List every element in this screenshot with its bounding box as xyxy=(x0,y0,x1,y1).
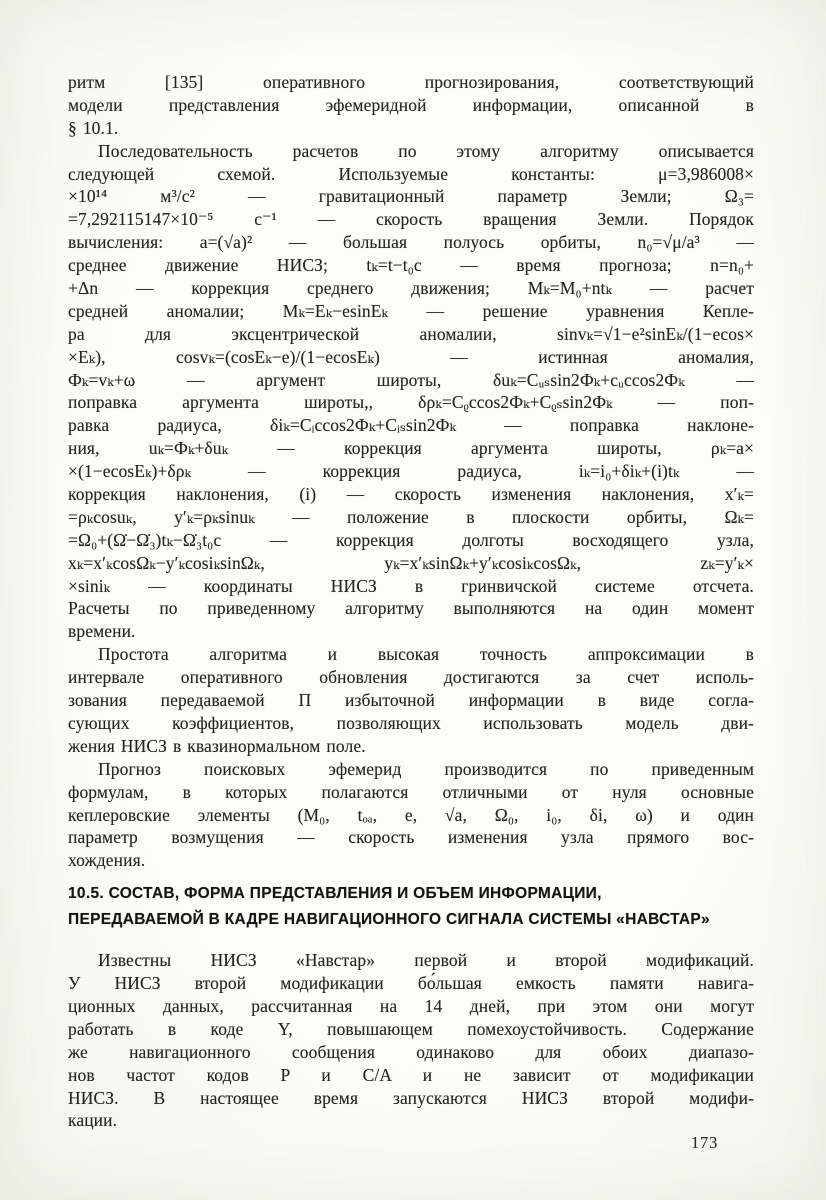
text-line: зования передаваемой П избыточной информации в виде согла- xyxy=(68,690,754,711)
text-line: +Δn — коррекция среднего движения; Mₖ=M₀+ntₖ — расчет xyxy=(68,278,754,299)
text-line: кации. xyxy=(68,1110,118,1131)
text-line: ния, uₖ=Фₖ+δuₖ — коррекция аргумента широты, ρₖ=a× xyxy=(68,438,754,459)
text-line: сующих коэффициентов, позволяющих использовать модель дви- xyxy=(68,712,754,733)
heading-line: 10.5. СОСТАВ, ФОРМА ПРЕДСТАВЛЕНИЯ И ОБЪЕМ ИНФОРМАЦИИ, xyxy=(68,885,602,903)
page-number: 173 xyxy=(691,1133,719,1152)
paragraph xyxy=(68,140,754,644)
text-line: ×siniₖ — координаты НИСЗ в гринвичской системе отсчета. xyxy=(68,575,754,596)
text-line: § 10.1. xyxy=(68,117,119,138)
text-line: модели представления эфемеридной информации, описанной в xyxy=(68,94,754,115)
paragraph xyxy=(68,949,754,1132)
text-line: поправка аргумента широты,, δρₖ=Cᵨccos2Фₖ+Cᵨₛsin2Фₖ — поп- xyxy=(68,392,754,413)
text-line: Известны НИСЗ «Навстар» первой и второй модификаций. xyxy=(98,950,754,971)
text-line: параметр возмущения — скорость изменения узла прямого вос- xyxy=(68,827,754,848)
text-line: интервале оперативного обновления достигаются за счет исполь- xyxy=(68,667,754,688)
text-line: среднее движение НИСЗ; tₖ=t−t₀c — время прогноза; n=n₀+ xyxy=(68,255,754,276)
text-line: ционных данных, рассчитанная на 14 дней, при этом они могут xyxy=(68,995,754,1016)
section-heading xyxy=(68,881,754,932)
text-line: хождения. xyxy=(68,850,146,871)
text-line: жения НИСЗ в квазинормальном поле. xyxy=(68,735,366,756)
paragraph xyxy=(68,643,754,757)
text-line: НИСЗ. В настоящее время запускаются НИСЗ второй модифи- xyxy=(68,1087,754,1108)
text-line: =7,292115147×10⁻⁵ с⁻¹ — скорость вращения Земли. Порядок xyxy=(68,209,754,230)
text-column xyxy=(68,71,754,1132)
text-line: =ρₖcosuₖ, y′ₖ=ρₖsinuₖ — положение в плоскости орбиты, Ωₖ= xyxy=(68,506,754,527)
text-line: работать в коде Y, повышающем помехоустойчивость. Содержание xyxy=(68,1018,754,1039)
text-line: коррекция наклонения, (i) — скорость изменения наклонения, x′ₖ= xyxy=(68,484,754,505)
text-line: же навигационного сообщения одинаково для обоих диапазо- xyxy=(68,1041,754,1062)
scan-artifact xyxy=(740,286,744,291)
text-line: Расчеты по приведенному алгоритму выполняются на один момент xyxy=(68,598,754,619)
text-line: средней аномалии; Mₖ=Eₖ−esinEₖ — решение уравнения Кепле- xyxy=(68,300,754,321)
paragraph xyxy=(68,758,754,872)
text-line: Последовательность расчетов по этому алгоритму описывается xyxy=(98,140,754,161)
text-line: ×10¹⁴ м³/с² — гравитационный параметр Земли; Ω₃= xyxy=(68,186,754,207)
text-line: времени. xyxy=(68,621,136,642)
text-line: кеплеровские элементы (M₀, tₒₐ, e, √a, Ω₀, i₀, δi, ω) и один xyxy=(68,804,754,825)
text-line: ×Eₖ), cosvₖ=(cosEₖ−e)/(1−ecosEₖ) — истинная аномалия, xyxy=(68,346,754,367)
text-line: вычисления: a=(√a)² — большая полуось орбиты, n₀=√μ/a³ — xyxy=(68,232,754,253)
text-line: xₖ=x′ₖcosΩₖ−y′ₖcosiₖsinΩₖ, yₖ=x′ₖsinΩₖ+y′ₖcosiₖcosΩₖ, zₖ=y′ₖ× xyxy=(68,552,754,573)
text-line: Фₖ=vₖ+ω — аргумент широты, δuₖ=Cᵤₛsin2Фₖ+cᵤccos2Фₖ — xyxy=(68,369,754,390)
text-line: Прогноз поисковых эфемерид производится по приведенным xyxy=(98,758,754,779)
text-line: ритм [135] оперативного прогнозирования, соответствующий xyxy=(68,72,754,92)
heading-line: ПЕРЕДАВАЕМОЙ В КАДРЕ НАВИГАЦИОННОГО СИГНАЛА СИСТЕМЫ «НАВСТАР» xyxy=(68,910,710,928)
text-line: ×(1−ecosEₖ)+δρₖ — коррекция радиуса, iₖ=i₀+δiₖ+(i)tₖ — xyxy=(68,461,754,482)
text-line: нов частот кодов P и C/A и не зависит от модификации xyxy=(68,1064,754,1085)
text-line: ра для эксцентрической аномалии, sinvₖ=√1−e²sinEₖ/(1−ecos× xyxy=(68,323,754,344)
text-line: =Ω₀+(Ω̇−Ω̇₃)tₖ−Ω̇₃t₀c — коррекция долготы восходящего узла, xyxy=(68,529,754,550)
text-line: У НИСЗ второй модификации бо́льшая емкость памяти навига- xyxy=(68,973,754,994)
paragraph xyxy=(68,71,754,140)
text-line: следующей схемой. Используемые константы: μ=3,986008× xyxy=(68,163,754,184)
text-line: Простота алгоритма и высокая точность аппроксимации в xyxy=(98,644,754,665)
text-line: равка радиуса, δiₖ=Cᵢccos2Фₖ+Cᵢₛsin2Фₖ — поправка наклоне- xyxy=(68,415,754,436)
text-line: формулам, в которых полагаются отличными от нуля основные xyxy=(68,781,754,802)
